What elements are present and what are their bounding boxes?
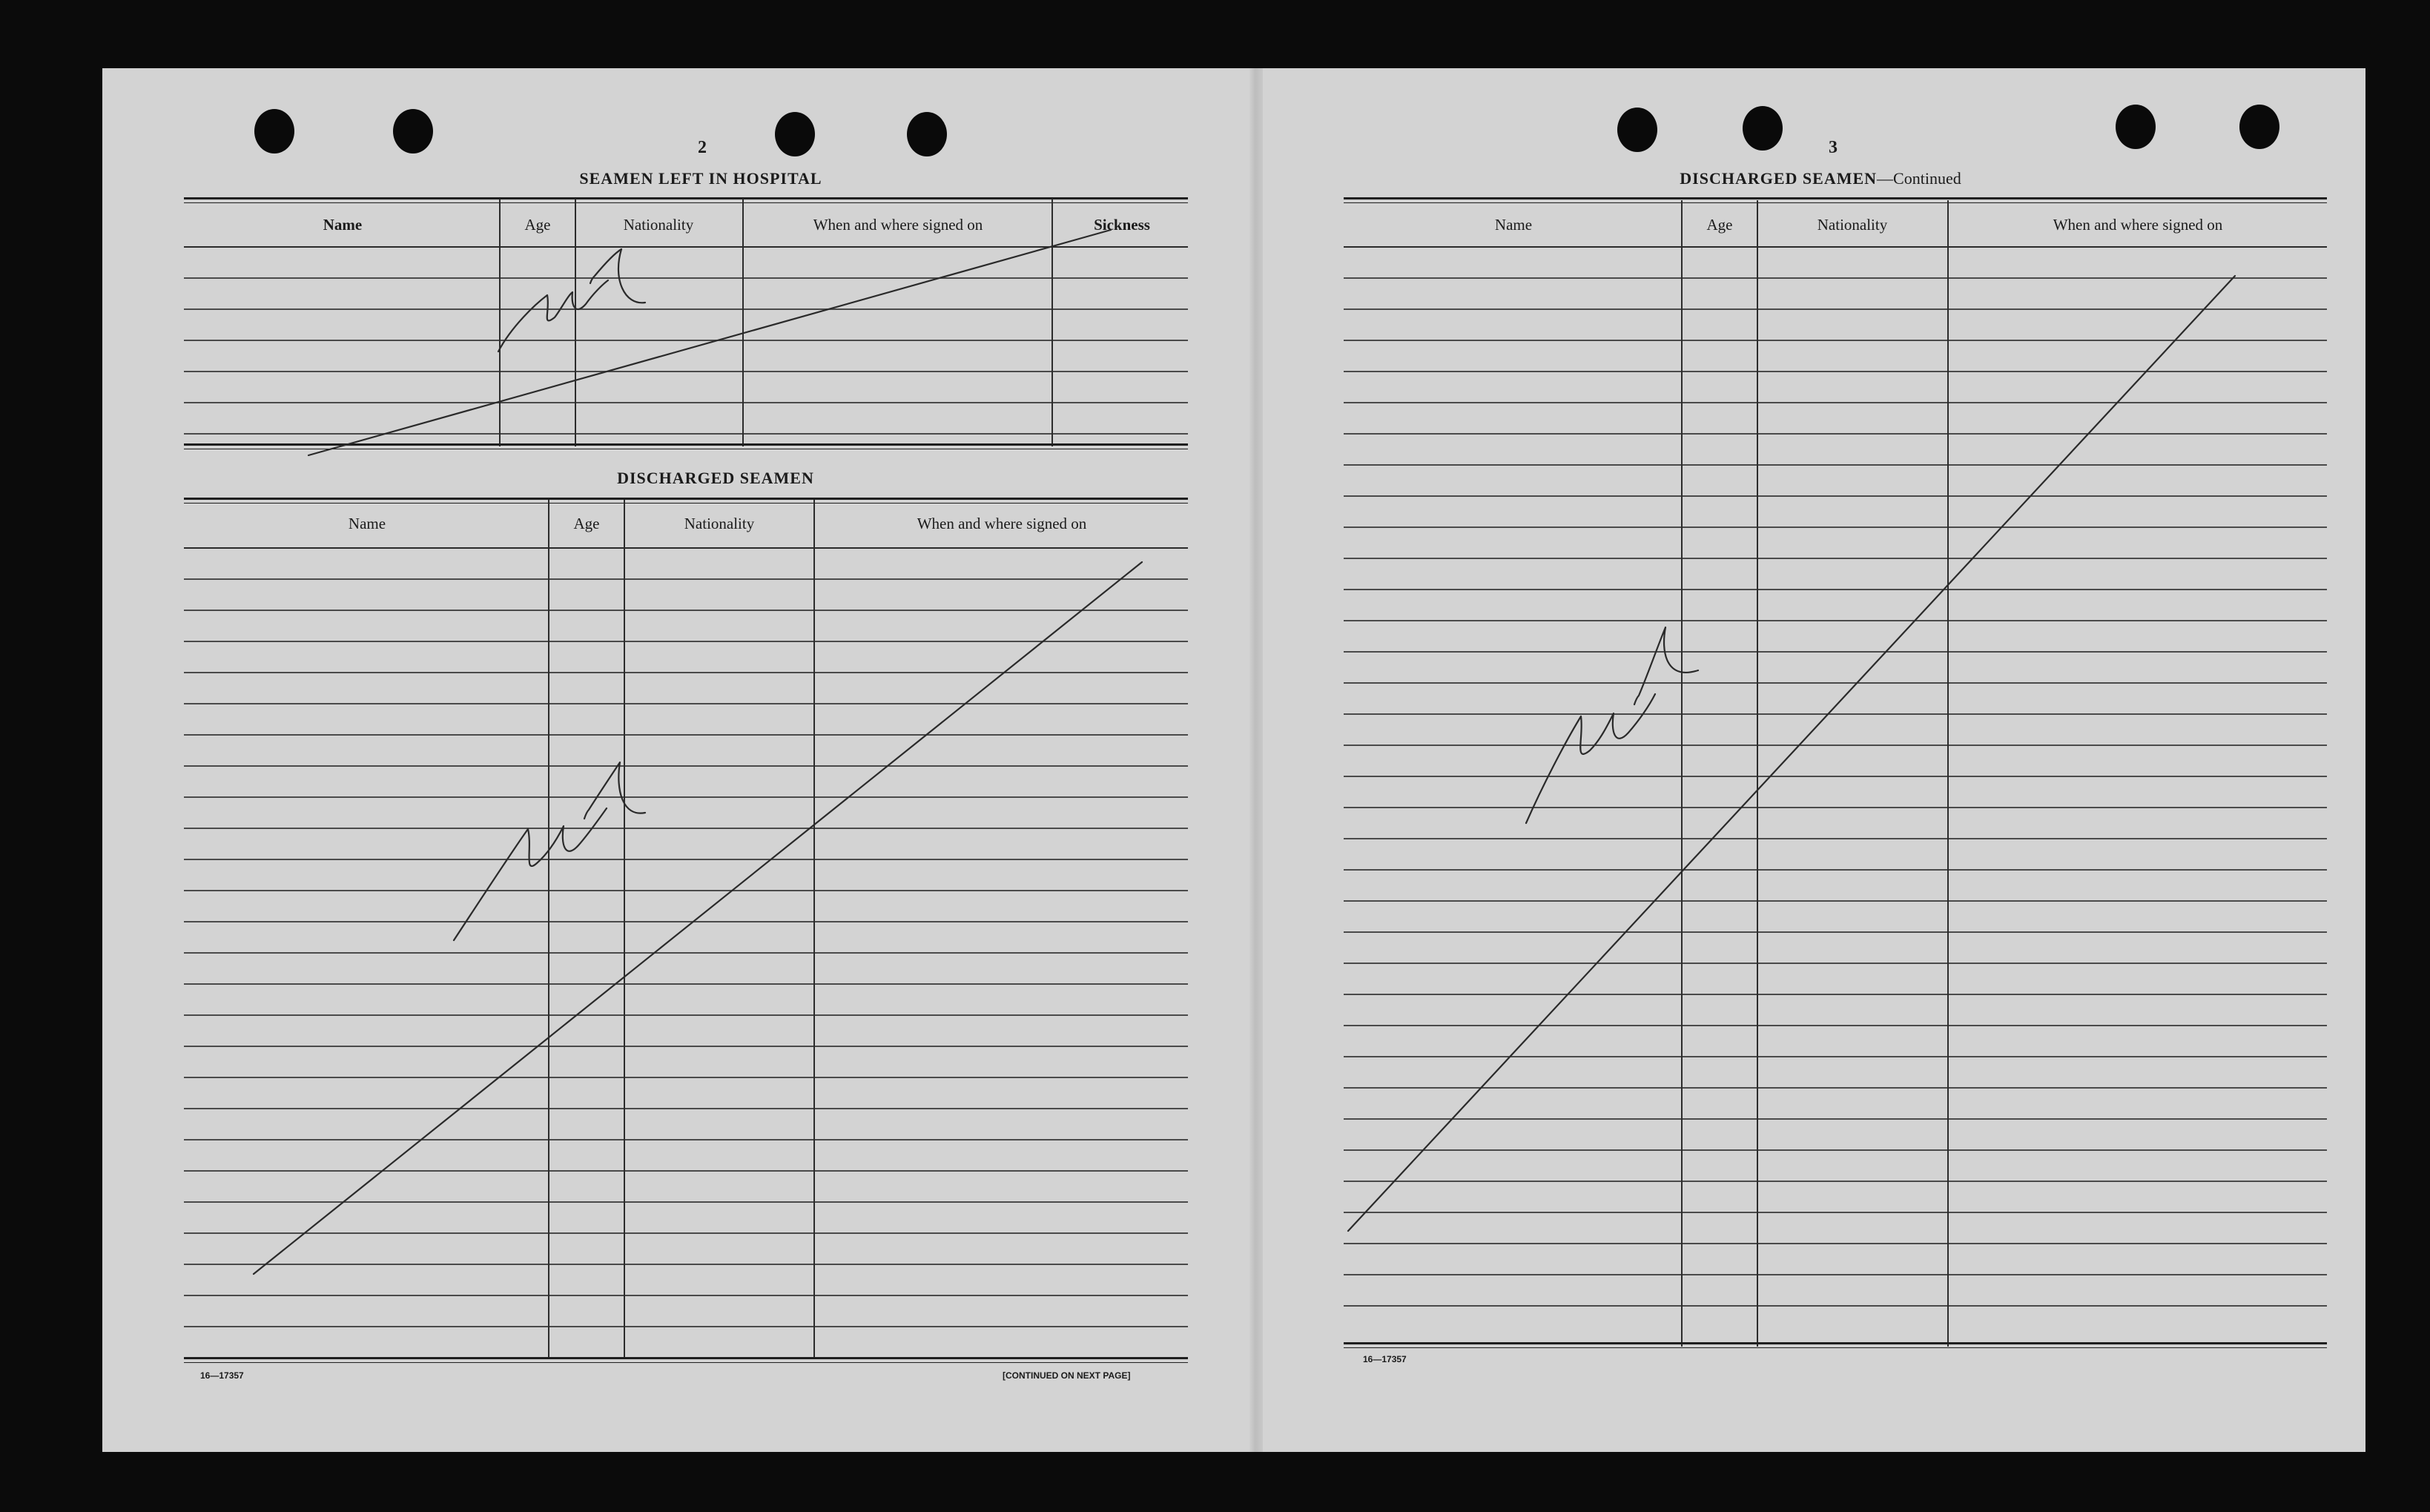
column-header-nationality: Nationality [1817,216,1888,234]
section-title-continued: —Continued [1877,169,1961,188]
strike-through-line [1348,276,2235,1231]
column-header-signed-on: When and where signed on [2053,216,2223,234]
column-header-age: Age [573,515,600,532]
section-title-hospital: SEAMEN LEFT IN HOSPITAL [579,169,822,188]
column-header-name: Name [1494,216,1533,234]
handwritten-nil [1526,627,1698,823]
column-header-sickness: Sickness [1094,216,1150,234]
column-header-age: Age [524,216,551,234]
continued-note: [CONTINUED ON NEXT PAGE] [1003,1370,1131,1381]
handwritten-nil [498,249,645,351]
strike-through-line [308,230,1111,455]
column-header-nationality: Nationality [684,515,755,532]
page-number: 3 [1829,138,1838,157]
section-title-text: DISCHARGED SEAMEN [1680,169,1878,188]
form-number: 16—17357 [1363,1354,1407,1364]
column-header-signed-on: When and where signed on [813,216,983,234]
column-header-name: Name [348,515,386,532]
handwritten-nil [454,762,645,940]
form-number: 16—17357 [200,1370,244,1381]
column-header-age: Age [1706,216,1733,234]
page-number: 2 [698,138,707,157]
column-header-signed-on: When and where signed on [917,515,1087,532]
strike-through-line [254,562,1142,1274]
column-header-nationality: Nationality [623,216,694,234]
column-header-name: Name [323,216,363,234]
section-title-discharged: DISCHARGED SEAMEN [617,469,814,487]
